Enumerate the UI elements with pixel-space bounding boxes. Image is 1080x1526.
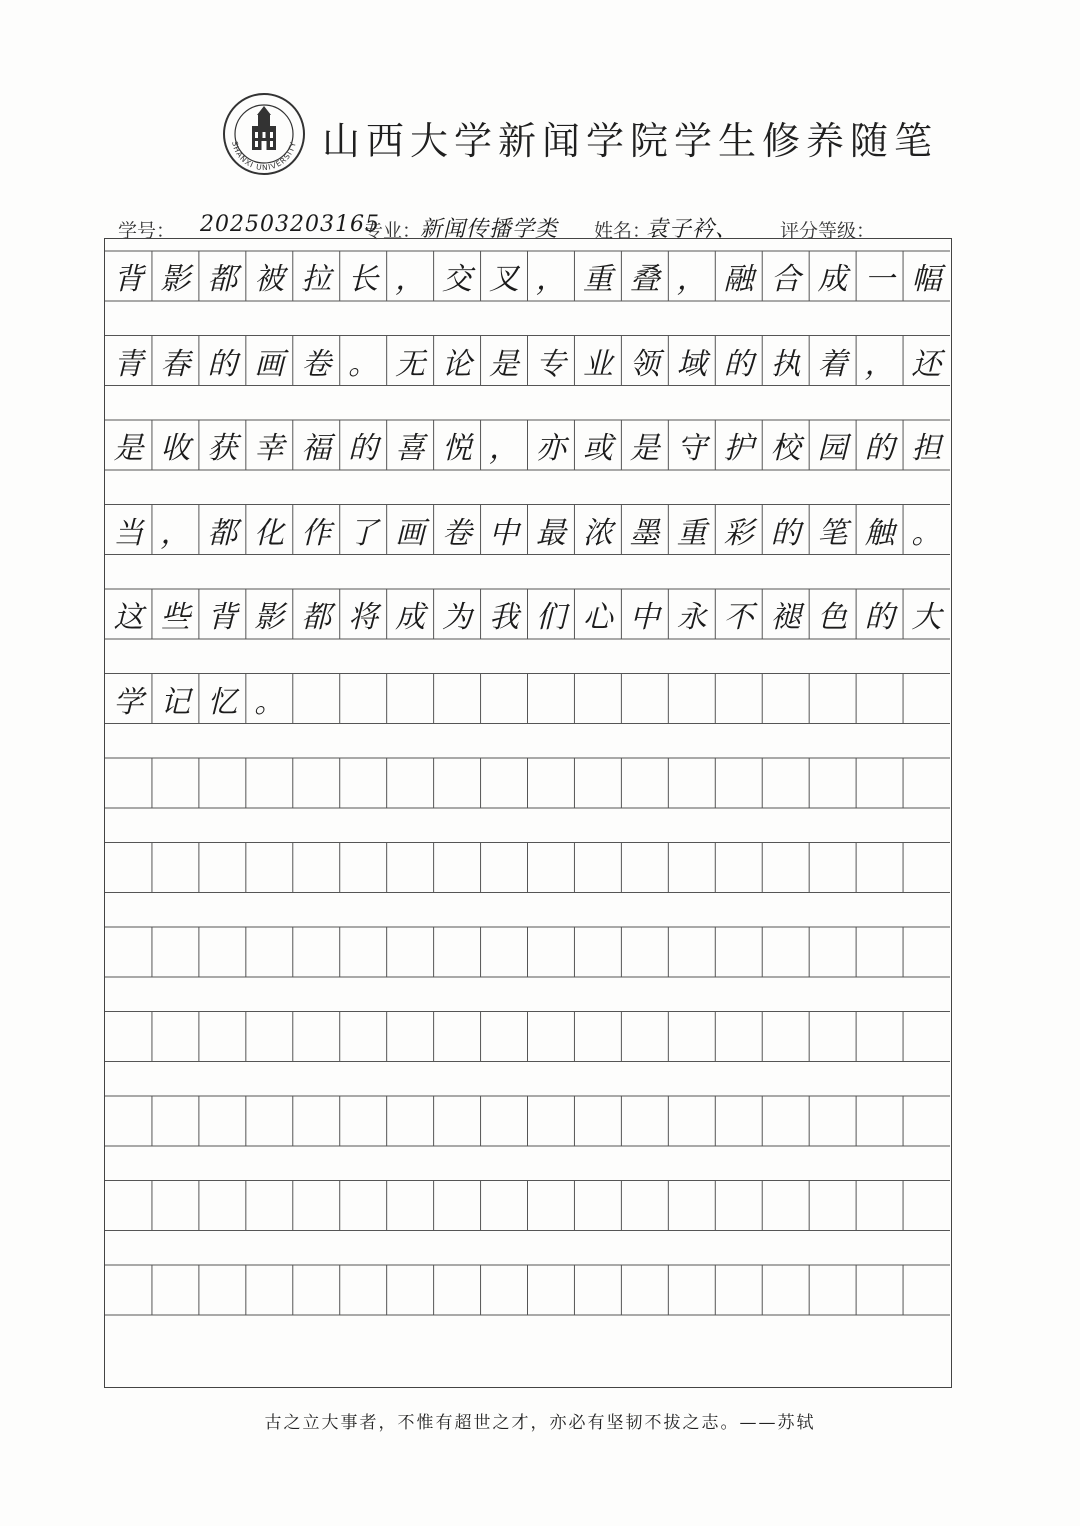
grid-character: 护: [723, 431, 754, 466]
grid-character: 卷: [301, 346, 332, 382]
grid-character: 悦: [442, 431, 473, 466]
grade-label: 评分等级：: [780, 220, 876, 242]
student-id-label: 学号：: [118, 220, 176, 242]
grid-character: 校: [770, 431, 801, 466]
grid-character: 化: [254, 515, 285, 551]
grid-character: 。: [911, 515, 942, 551]
grid-character: 当: [113, 515, 144, 551]
grid-character: 是: [113, 431, 144, 466]
name-value: 袁子衿、: [646, 217, 739, 242]
grid-character: 无: [395, 346, 426, 382]
grid-character: 执: [770, 346, 801, 382]
grid-character: 们: [535, 600, 566, 635]
grid-character: 领: [629, 346, 660, 382]
grid-character: 忆: [207, 684, 238, 720]
grid-character: 中: [488, 515, 519, 551]
writing-grid: [104, 238, 952, 1388]
grid-character: 叠: [629, 262, 660, 297]
grid-character: 。: [348, 346, 379, 382]
footer-quote: 古之立大事者，不惟有超世之才，亦必有坚韧不拔之志。——苏轼: [264, 1413, 816, 1433]
grid-character: ，: [395, 262, 426, 297]
grid-character: 的: [207, 346, 238, 382]
grid-character: 永: [676, 600, 707, 635]
grid-character: 融: [723, 262, 754, 297]
grid-character: 的: [723, 346, 754, 382]
grid-character: 画: [395, 515, 426, 551]
university-seal-logo: [222, 92, 306, 176]
grid-character: 收: [160, 431, 191, 466]
grid-character: 这: [113, 600, 144, 635]
grid-character: 业: [582, 346, 613, 382]
grid-character: 学: [113, 684, 144, 720]
grid-character: 一: [864, 262, 895, 297]
grid-character: ，: [488, 431, 519, 466]
grid-character: 画: [254, 346, 285, 382]
essay-line: [105, 505, 953, 555]
essay-line: [105, 251, 953, 301]
grid-character: 春: [160, 346, 191, 382]
name-label: 姓名：: [594, 220, 652, 242]
essay-line: [105, 589, 953, 639]
grid-character: 亦: [535, 431, 566, 466]
grid-character: 青: [113, 346, 144, 382]
grid-character: 合: [770, 262, 801, 297]
grid-character: 成: [817, 262, 848, 297]
grid-character: 的: [864, 431, 895, 466]
grid-character: 浓: [582, 515, 613, 551]
grid-character: 都: [301, 600, 332, 635]
grid-character: 长: [348, 262, 379, 297]
grid-character: 守: [676, 431, 707, 466]
grid-character: 重: [676, 515, 707, 551]
essay-line: [105, 674, 953, 724]
grid-character: 触: [864, 515, 895, 551]
grid-character: 为: [442, 600, 473, 635]
grid-character: 域: [676, 346, 707, 382]
grid-character: ，: [864, 346, 895, 382]
grid-character: 卷: [442, 515, 473, 551]
grid-character: 影: [254, 600, 285, 635]
page-header: [0, 0, 1080, 190]
grid-character: ，: [676, 262, 707, 297]
grid-character: 是: [629, 431, 660, 466]
grid-character: 笔: [817, 515, 848, 551]
grid-character: 彩: [723, 515, 754, 551]
grid-character: 叉: [488, 262, 519, 297]
grid-character: 不: [723, 600, 754, 635]
major-label: 专业：: [364, 220, 422, 242]
grid-character: 背: [207, 600, 238, 635]
grid-character: 背: [113, 262, 144, 297]
grid-character: 着: [817, 346, 848, 382]
grid-character: 中: [629, 600, 660, 635]
grid-character: 拉: [301, 262, 332, 297]
grid-character: ，: [160, 515, 191, 551]
essay-line: [105, 336, 953, 386]
grid-character: 最: [535, 515, 566, 551]
major-value: 新闻传播学类: [420, 217, 559, 242]
grid-character: 论: [442, 346, 473, 382]
grid-character: 还: [911, 346, 942, 382]
grid-character: 的: [864, 600, 895, 635]
grid-character: 都: [207, 515, 238, 551]
student-id-value: 202503203165: [200, 212, 380, 237]
grid-character: 将: [348, 600, 379, 635]
grid-character: 褪: [770, 600, 801, 635]
grid-character: 交: [442, 262, 473, 297]
grid-character: 我: [488, 600, 519, 635]
grid-character: 。: [254, 684, 285, 720]
grid-character: 获: [207, 431, 238, 466]
grid-character: 专: [535, 346, 566, 382]
grid-character: 大: [911, 600, 942, 635]
essay-line: [105, 420, 953, 470]
grid-character: 喜: [395, 431, 426, 466]
grid-character: 了: [348, 515, 379, 551]
grid-character: 是: [488, 346, 519, 382]
grid-character: ，: [535, 262, 566, 297]
grid-character: 担: [911, 431, 942, 466]
grid-lines: [105, 239, 953, 1389]
grid-character: 被: [254, 262, 285, 297]
document-title: 山西大学新闻学院学生修养随笔: [322, 119, 939, 163]
grid-character: 心: [582, 600, 613, 635]
grid-character: 成: [395, 600, 426, 635]
grid-character: 些: [160, 600, 191, 635]
grid-character: 都: [207, 262, 238, 297]
grid-character: 幅: [911, 262, 942, 297]
grid-character: 的: [770, 515, 801, 551]
grid-character: 色: [817, 600, 848, 635]
grid-character: 福: [301, 431, 332, 466]
grid-character: 的: [348, 431, 379, 466]
grid-character: 影: [160, 262, 191, 297]
grid-character: 重: [582, 262, 613, 297]
grid-character: 作: [301, 515, 332, 551]
grid-character: 或: [582, 431, 613, 466]
grid-character: 墨: [629, 515, 660, 551]
grid-character: 园: [817, 431, 848, 466]
svg-text:SHANXI UNIVERSITY: SHANXI UNIVERSITY: [230, 140, 298, 173]
grid-character: 幸: [254, 431, 285, 466]
grid-character: 记: [160, 684, 191, 720]
